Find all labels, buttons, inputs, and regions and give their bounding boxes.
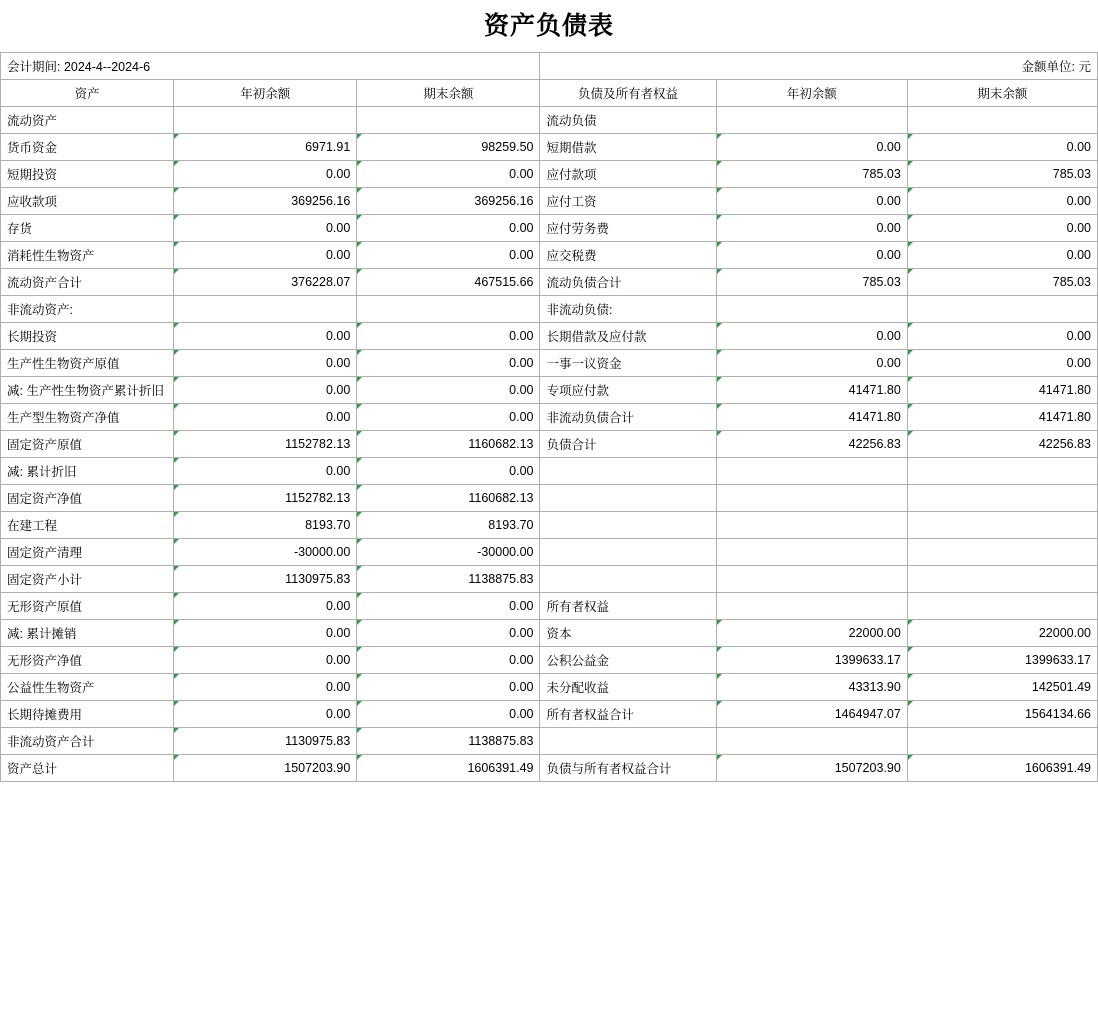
asset-begin-amount: 0.00 <box>174 593 357 620</box>
asset-begin-amount: -30000.00 <box>174 539 357 566</box>
table-row <box>1 458 1098 485</box>
table-row <box>1 269 1098 296</box>
liability-label: 流动负债合计 <box>540 269 716 296</box>
asset-begin-amount <box>174 296 357 323</box>
asset-label: 在建工程 <box>1 512 174 539</box>
asset-begin-amount: 369256.16 <box>174 188 357 215</box>
table-row <box>1 350 1098 377</box>
table-row <box>1 566 1098 593</box>
table-row <box>1 377 1098 404</box>
asset-end-amount: 0.00 <box>357 647 540 674</box>
liability-end-amount <box>907 593 1097 620</box>
liability-label: 负债与所有者权益合计 <box>540 755 716 782</box>
header-liab-end: 期末余额 <box>907 80 1097 107</box>
liability-begin-amount: 1399633.17 <box>716 647 907 674</box>
liability-begin-amount <box>716 296 907 323</box>
liability-begin-amount: 41471.80 <box>716 377 907 404</box>
balance-sheet-table <box>0 52 1098 782</box>
asset-end-amount: 1160682.13 <box>357 485 540 512</box>
asset-begin-amount: 0.00 <box>174 701 357 728</box>
liability-end-amount: 42256.83 <box>907 431 1097 458</box>
asset-label: 公益性生物资产 <box>1 674 174 701</box>
asset-begin-amount: 0.00 <box>174 323 357 350</box>
liability-end-amount <box>907 512 1097 539</box>
table-row <box>1 215 1098 242</box>
liability-end-amount <box>907 728 1097 755</box>
asset-label: 固定资产原值 <box>1 431 174 458</box>
liability-label: 应付工资 <box>540 188 716 215</box>
table-row <box>1 296 1098 323</box>
asset-begin-amount: 0.00 <box>174 674 357 701</box>
asset-begin-amount: 0.00 <box>174 242 357 269</box>
liability-label <box>540 566 716 593</box>
liability-label: 一事一议资金 <box>540 350 716 377</box>
asset-label: 固定资产小计 <box>1 566 174 593</box>
liability-begin-amount: 0.00 <box>716 242 907 269</box>
asset-begin-amount: 0.00 <box>174 161 357 188</box>
liability-begin-amount <box>716 107 907 134</box>
table-row <box>1 485 1098 512</box>
asset-end-amount <box>357 107 540 134</box>
asset-end-amount: 0.00 <box>357 161 540 188</box>
asset-end-amount: 0.00 <box>357 674 540 701</box>
asset-end-amount: 0.00 <box>357 620 540 647</box>
liability-begin-amount <box>716 566 907 593</box>
liability-label: 未分配收益 <box>540 674 716 701</box>
table-row <box>1 728 1098 755</box>
table-row <box>1 701 1098 728</box>
liability-end-amount <box>907 566 1097 593</box>
asset-label: 货币资金 <box>1 134 174 161</box>
asset-label: 生产型生物资产净值 <box>1 404 174 431</box>
asset-end-amount: 0.00 <box>357 242 540 269</box>
asset-begin-amount: 0.00 <box>174 215 357 242</box>
asset-end-amount <box>357 296 540 323</box>
liability-begin-amount: 1507203.90 <box>716 755 907 782</box>
table-row <box>1 539 1098 566</box>
header-liab-begin: 年初余额 <box>716 80 907 107</box>
asset-label: 资产总计 <box>1 755 174 782</box>
liability-begin-amount: 42256.83 <box>716 431 907 458</box>
asset-end-amount: -30000.00 <box>357 539 540 566</box>
liability-label: 短期借款 <box>540 134 716 161</box>
liability-end-amount: 0.00 <box>907 242 1097 269</box>
table-row <box>1 512 1098 539</box>
meta-row <box>1 53 1098 80</box>
liability-begin-amount: 785.03 <box>716 269 907 296</box>
asset-begin-amount: 1152782.13 <box>174 431 357 458</box>
liability-label: 负债合计 <box>540 431 716 458</box>
liability-begin-amount: 43313.90 <box>716 674 907 701</box>
header-liabilities: 负债及所有者权益 <box>540 80 716 107</box>
asset-begin-amount: 0.00 <box>174 404 357 431</box>
asset-label: 非流动资产: <box>1 296 174 323</box>
table-row <box>1 323 1098 350</box>
asset-begin-amount: 0.00 <box>174 350 357 377</box>
liability-label: 非流动负债: <box>540 296 716 323</box>
asset-label: 无形资产原值 <box>1 593 174 620</box>
asset-begin-amount: 0.00 <box>174 458 357 485</box>
asset-end-amount: 0.00 <box>357 593 540 620</box>
liability-begin-amount: 0.00 <box>716 134 907 161</box>
liability-begin-amount <box>716 485 907 512</box>
liability-label: 应付劳务费 <box>540 215 716 242</box>
liability-begin-amount: 0.00 <box>716 323 907 350</box>
table-row <box>1 404 1098 431</box>
asset-begin-amount: 8193.70 <box>174 512 357 539</box>
asset-label: 消耗性生物资产 <box>1 242 174 269</box>
liability-label: 公积公益金 <box>540 647 716 674</box>
asset-end-amount: 369256.16 <box>357 188 540 215</box>
liability-label: 所有者权益 <box>540 593 716 620</box>
liability-begin-amount <box>716 593 907 620</box>
liability-end-amount: 1606391.49 <box>907 755 1097 782</box>
amount-unit: 金额单位: 元 <box>540 53 1098 80</box>
asset-begin-amount: 1130975.83 <box>174 566 357 593</box>
liability-label: 专项应付款 <box>540 377 716 404</box>
liability-end-amount <box>907 296 1097 323</box>
liability-label <box>540 485 716 512</box>
asset-label: 减: 累计折旧 <box>1 458 174 485</box>
liability-begin-amount: 0.00 <box>716 215 907 242</box>
liability-label: 应付款项 <box>540 161 716 188</box>
liability-end-amount: 0.00 <box>907 350 1097 377</box>
liability-begin-amount: 0.00 <box>716 350 907 377</box>
liability-end-amount: 785.03 <box>907 269 1097 296</box>
liability-label: 非流动负债合计 <box>540 404 716 431</box>
table-row <box>1 647 1098 674</box>
asset-label: 流动资产 <box>1 107 174 134</box>
liability-begin-amount: 0.00 <box>716 188 907 215</box>
table-row <box>1 134 1098 161</box>
asset-begin-amount: 0.00 <box>174 377 357 404</box>
asset-label: 应收款项 <box>1 188 174 215</box>
liability-begin-amount <box>716 512 907 539</box>
table-row <box>1 755 1098 782</box>
asset-end-amount: 0.00 <box>357 458 540 485</box>
asset-label: 长期待摊费用 <box>1 701 174 728</box>
table-row <box>1 107 1098 134</box>
liability-end-amount: 142501.49 <box>907 674 1097 701</box>
table-row <box>1 188 1098 215</box>
liability-begin-amount: 785.03 <box>716 161 907 188</box>
header-assets-begin: 年初余额 <box>174 80 357 107</box>
asset-label: 非流动资产合计 <box>1 728 174 755</box>
asset-begin-amount: 1507203.90 <box>174 755 357 782</box>
liability-end-amount <box>907 539 1097 566</box>
asset-label: 减: 生产性生物资产累计折旧 <box>1 377 174 404</box>
liability-end-amount: 785.03 <box>907 161 1097 188</box>
liability-label <box>540 728 716 755</box>
asset-begin-amount: 1152782.13 <box>174 485 357 512</box>
liability-end-amount: 41471.80 <box>907 404 1097 431</box>
liability-end-amount <box>907 458 1097 485</box>
liability-label: 应交税费 <box>540 242 716 269</box>
table-row <box>1 620 1098 647</box>
asset-end-amount: 0.00 <box>357 701 540 728</box>
table-row <box>1 431 1098 458</box>
liability-label <box>540 458 716 485</box>
liability-begin-amount <box>716 539 907 566</box>
asset-end-amount: 1138875.83 <box>357 566 540 593</box>
page-title: 资产负债表 <box>483 12 614 40</box>
asset-end-amount: 1606391.49 <box>357 755 540 782</box>
liability-begin-amount: 22000.00 <box>716 620 907 647</box>
liability-label: 资本 <box>540 620 716 647</box>
asset-end-amount: 1138875.83 <box>357 728 540 755</box>
asset-end-amount: 98259.50 <box>357 134 540 161</box>
header-assets: 资产 <box>1 80 174 107</box>
asset-end-amount: 0.00 <box>357 377 540 404</box>
liability-end-amount: 1564134.66 <box>907 701 1097 728</box>
liability-end-amount: 0.00 <box>907 188 1097 215</box>
liability-end-amount <box>907 485 1097 512</box>
asset-end-amount: 0.00 <box>357 215 540 242</box>
asset-label: 存货 <box>1 215 174 242</box>
liability-label <box>540 539 716 566</box>
header-assets-end: 期末余额 <box>357 80 540 107</box>
asset-end-amount: 467515.66 <box>357 269 540 296</box>
liability-end-amount: 1399633.17 <box>907 647 1097 674</box>
liability-label: 流动负债 <box>540 107 716 134</box>
asset-end-amount: 0.00 <box>357 350 540 377</box>
asset-label: 短期投资 <box>1 161 174 188</box>
asset-begin-amount: 0.00 <box>174 620 357 647</box>
liability-label <box>540 512 716 539</box>
asset-label: 固定资产净值 <box>1 485 174 512</box>
asset-label: 生产性生物资产原值 <box>1 350 174 377</box>
liability-label: 所有者权益合计 <box>540 701 716 728</box>
liability-begin-amount <box>716 458 907 485</box>
table-row <box>1 593 1098 620</box>
liability-end-amount: 0.00 <box>907 215 1097 242</box>
accounting-period: 会计期间: 2024-4--2024-6 <box>1 53 540 80</box>
asset-end-amount: 0.00 <box>357 323 540 350</box>
liability-end-amount: 41471.80 <box>907 377 1097 404</box>
asset-label: 减: 累计摊销 <box>1 620 174 647</box>
asset-label: 长期投资 <box>1 323 174 350</box>
asset-label: 固定资产清理 <box>1 539 174 566</box>
liability-begin-amount: 41471.80 <box>716 404 907 431</box>
asset-label: 无形资产净值 <box>1 647 174 674</box>
liability-begin-amount <box>716 728 907 755</box>
asset-begin-amount: 376228.07 <box>174 269 357 296</box>
asset-begin-amount: 6971.91 <box>174 134 357 161</box>
table-row <box>1 161 1098 188</box>
liability-end-amount: 0.00 <box>907 134 1097 161</box>
liability-end-amount: 22000.00 <box>907 620 1097 647</box>
liability-label: 长期借款及应付款 <box>540 323 716 350</box>
liability-end-amount <box>907 107 1097 134</box>
asset-end-amount: 0.00 <box>357 404 540 431</box>
table-row <box>1 674 1098 701</box>
liability-end-amount: 0.00 <box>907 323 1097 350</box>
header-row <box>1 80 1098 107</box>
asset-end-amount: 1160682.13 <box>357 431 540 458</box>
liability-begin-amount: 1464947.07 <box>716 701 907 728</box>
asset-end-amount: 8193.70 <box>357 512 540 539</box>
asset-begin-amount <box>174 107 357 134</box>
asset-label: 流动资产合计 <box>1 269 174 296</box>
asset-begin-amount: 1130975.83 <box>174 728 357 755</box>
table-row <box>1 242 1098 269</box>
table-body <box>1 53 1098 782</box>
asset-begin-amount: 0.00 <box>174 647 357 674</box>
